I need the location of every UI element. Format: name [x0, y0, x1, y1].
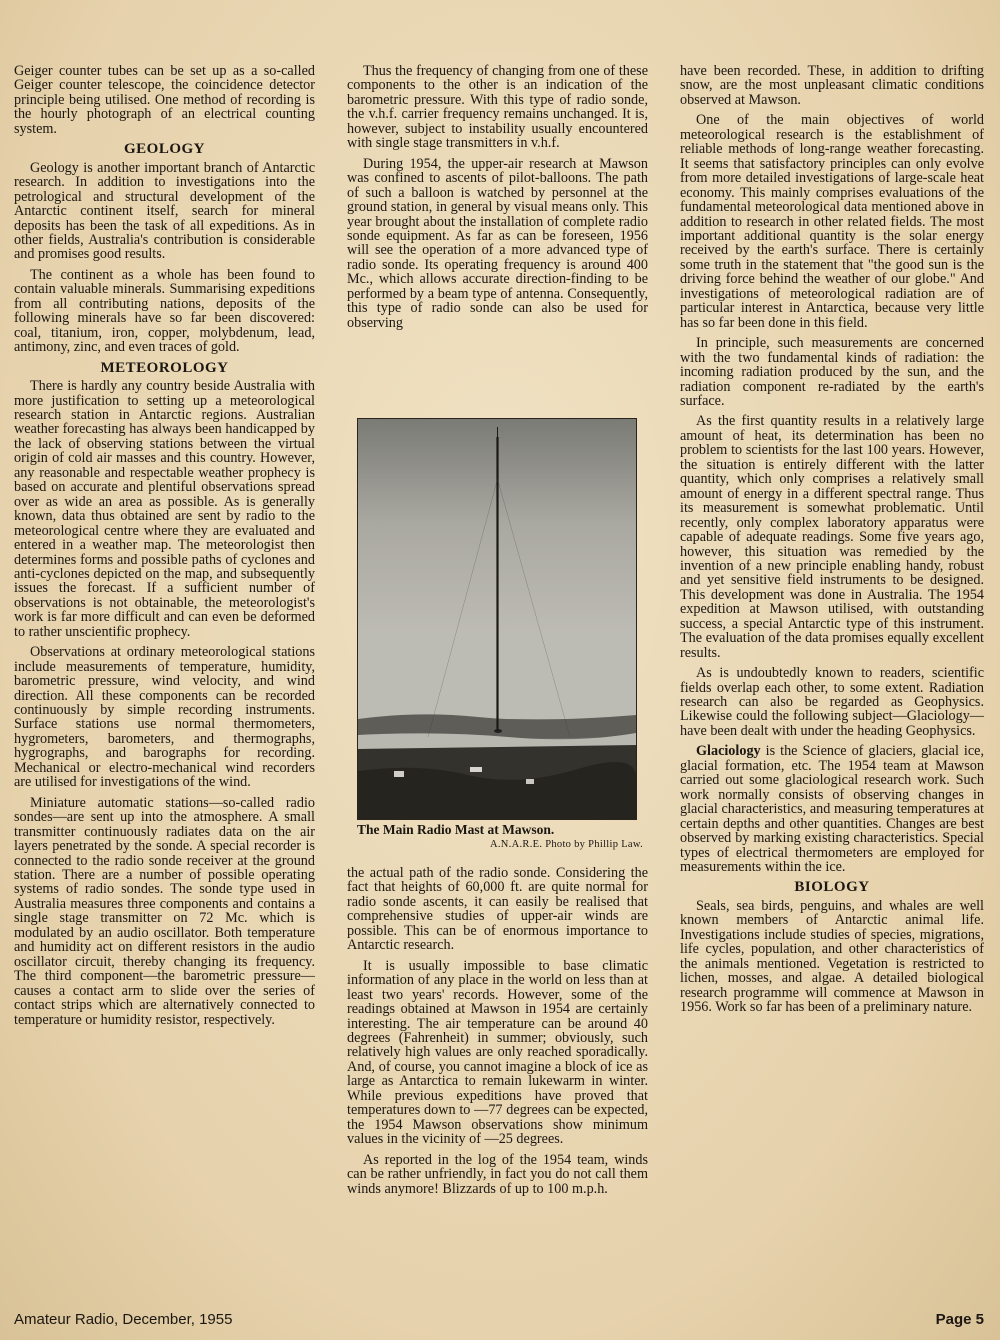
paragraph: In principle, such measurements are concerned with the two fundamental kinds of radiation: the incoming radiation produced by the sun, and the radiation component re-radiated by the earth's surface. [680, 335, 984, 409]
paragraph: There is hardly any country beside Australia with more justification to setting up a meteorological research station in Antarctic regions. Australian weather forecasting has always been handicapped by the lack of observing stations between the virtual origin of cold air masses and this country. However, any reasonable and respectable weather prophecy is based on accurate and plentiful observations spread over as wide an area as possible. As is generally known, data thus obtained are sent by radio to the meteorological centre where they are evaluated and entered in a weather map. The meteorologist then determines forms and possible paths of cyclones and anti-cyclones depicted on the map, and subsequently issues the forecast. If a sufficient number of observations is not obtainable, the meteorologist's work is far more difficult and can even be deformed to rather unscientific prophecy. [14, 378, 315, 640]
radio-mast-photo [357, 418, 637, 820]
paragraph: As the first quantity results in a relatively large amount of heat, its determination has been no problem to scientists for the last 100 years. However, the situation is entirely different with the latter quantity, which only comprises a relatively small amount of energy in a different spectral range. Thus its measurement is somewhat problematic. Until recently, only complex laboratory apparatus were capable of adequate readings. Some five years ago, however, this situation was remedied by the invention of a new principle enabling handy, robust and yet sensitive field instruments to be designed. This development was done in Australia. The 1954 expedition at Mawson utilised, with outstanding success, a special Antarctic type of this instrument. The evaluation of the data promises equally excellent results. [680, 413, 984, 661]
paragraph: Thus the frequency of changing from one of these components to the other is an indication of the barometric pressure. With this type of radio sonde, the v.h.f. carrier frequency remains unchanged. It is, however, subject to instability usually encountered with single stage transmitters in v.h.f. [347, 63, 648, 152]
paragraph: Miniature automatic stations—so-called radio sondes—are sent up into the atmosphere. A small transmitter continuously radiates data on the air layers penetrated by the sonde. A special recorder is connected to the radio sonde receiver at the ground station. There are a number of possible operating systems of radio sondes. The sonde type used in Australia measures three components and contains a single stage transmitter on 72 Mc. which is modulated by an audio oscillator. Both temperature and humidity act on different resistors in the audio oscillator circuit, thereby changing its frequency. The third component—the barometric pressure—causes a contact arm to slide over the series of contact strips which are alternatively connected to temperature or humidity resistor, respectively. [14, 794, 315, 1028]
photo-caption: The Main Radio Mast at Mawson. [357, 822, 555, 837]
paragraph-glaciology [680, 744, 984, 874]
paragraph: As is undoubtedly known to readers, scientific fields overlap each other, to some extent. Radiation research can also be regarded as Geophysics. Likewise could the following subject—Glaciology—have been dealt with under the heading Geophysics. [680, 665, 984, 739]
paragraph: As reported in the log of the 1954 team, winds can be rather unfriendly, in fact you do not call them winds anymore! Blizzards of up to 100 m.p.h. [347, 1151, 648, 1197]
footer-publication: Amateur Radio, December, 1955 [14, 1311, 233, 1328]
section-heading-geology: GEOLOGY [123, 141, 205, 158]
paragraph: Seals, sea birds, penguins, and whales are well known members of Antarctic animal life. Investigations include studies of species, migrations, life cycles, population, and other characteristics of the animals mentioned. Vegetation is restricted to lichen, mosses, and algae. A detailed biological research programme will commence at Mawson in 1956. Work so far has been of a preliminary nature. [680, 897, 984, 1016]
paragraph: Observations at ordinary meteorological stations include measurements of temperature, humidity, barometric pressure, wind velocity, and wind direction. All these components can be recorded continuously by simple recording instruments. Surface stations use normal thermometers, hygrometers, barometers, and thermographs, hygrographs, and barographs for recording. Mechanical or electro-mechanical wind recorders are utilised for investigations of the wind. [14, 644, 315, 791]
section-heading-meteorology: METEOROLOGY [100, 359, 229, 376]
figure-radio-mast [347, 414, 648, 854]
column-2 [347, 64, 648, 336]
paragraph: It is usually impossible to base climatic information of any place in the world on less than at least two years' records. However, some of the readings obtained at Mawson in 1954 are certainly interesting. The air temperature can be around 40 degrees (Fahrenheit) in summer; obviously, such relatively high values are only reached sporadically. And, of course, you cannot imagine a block of ice as large as Antarctica to remain lukewarm in winter. While previous expeditions have proved that temperatures down to —77 degrees can be expected, the 1954 Mawson observations show minimum values in the vicinity of —25 degrees. [347, 957, 648, 1148]
column-1 [14, 64, 315, 1033]
column-3 [680, 64, 984, 1021]
page-number: Page 5 [935, 1311, 984, 1328]
paragraph: Geology is another important branch of Antarctic research. In addition to investigations into the petrological and structural development of the Antarctic continent itself, search for mineral deposits has been the task of all expeditions. As in other fields, Australia's contribution is considerable and promises good results. [14, 159, 315, 263]
section-heading-biology: BIOLOGY [794, 879, 870, 896]
photo-credit: A.N.A.R.E. Photo by Phillip Law. [489, 839, 643, 850]
paragraph: One of the main objectives of world meteorological research is the establishment of reliable methods of long-range weather forecasting. It seems that satisfactory principles can only evolve from more detailed investigations of large-scale heat economy. This mainly comprises evaluations of the fundamental meteorological data mentioned above in addition to research in other related fields. The most important additional quantity is the solar energy received by the earth's surface. There is certainly some truth in the statement that "the good sun is the driving force behind the weather of our globe." And investigations of meteorological radiation are of particular interest in Antarctica, because very little has so far been done in this field. [680, 112, 984, 331]
paragraph: Geiger counter tubes can be set up as a so-called Geiger counter telescope, the coincidence detector principle being utilised. One method of recording is the hourly photograph of an electrical counting system. [14, 63, 315, 137]
paragraph: During 1954, the upper-air research at Mawson was confined to ascents of pilot-balloons. The path of such a balloon is watched by personnel at the ground station, in general by visual means only. This year brought about the installation of complete radio sonde equipment. As far as can be foreseen, 1956 will see the operation of a more advanced type of radio sonde. Its operating frequency is around 400 Mc., which allows accurate direction-finding to be performed by a beam type of antenna. Consequently, this type of radio sonde can also be used for observing [347, 155, 648, 331]
glaciology-term: Glaciology [696, 743, 761, 760]
paragraph: have been recorded. These, in addition to drifting snow, are the most unpleasant climatic conditions observed at Mawson. [680, 63, 984, 108]
radio-mast-illustration [358, 419, 636, 819]
column-2-lower [347, 866, 648, 1202]
paragraph: the actual path of the radio sonde. Considering the fact that heights of 60,000 ft. are quite normal for radio sonde ascents, it can easily be realised that comprehensive studies of upper-air winds are possible. This can be of enormous importance to Antarctic research. [347, 865, 648, 954]
glaciology-text: is the Science of glaciers, glacial ice, glacial formation, etc. The 1954 team at Mawson carried out some glaciological research work. Such work normally consists of observing changes in glacial characteristics, and measuring temperatures at certain depths and other quantities. Changes are best observed by marking existing characteristics. Special types of electrical thermometers are employed for measurements within the ice. [680, 743, 984, 876]
paragraph: The continent as a whole has been found to contain valuable minerals. Summarising expeditions from all contributing nations, deposits of the following minerals have so far been discovered: coal, titanium, iron, copper, molybdenum, lead, antimony, zinc, and even traces of gold. [14, 266, 315, 356]
